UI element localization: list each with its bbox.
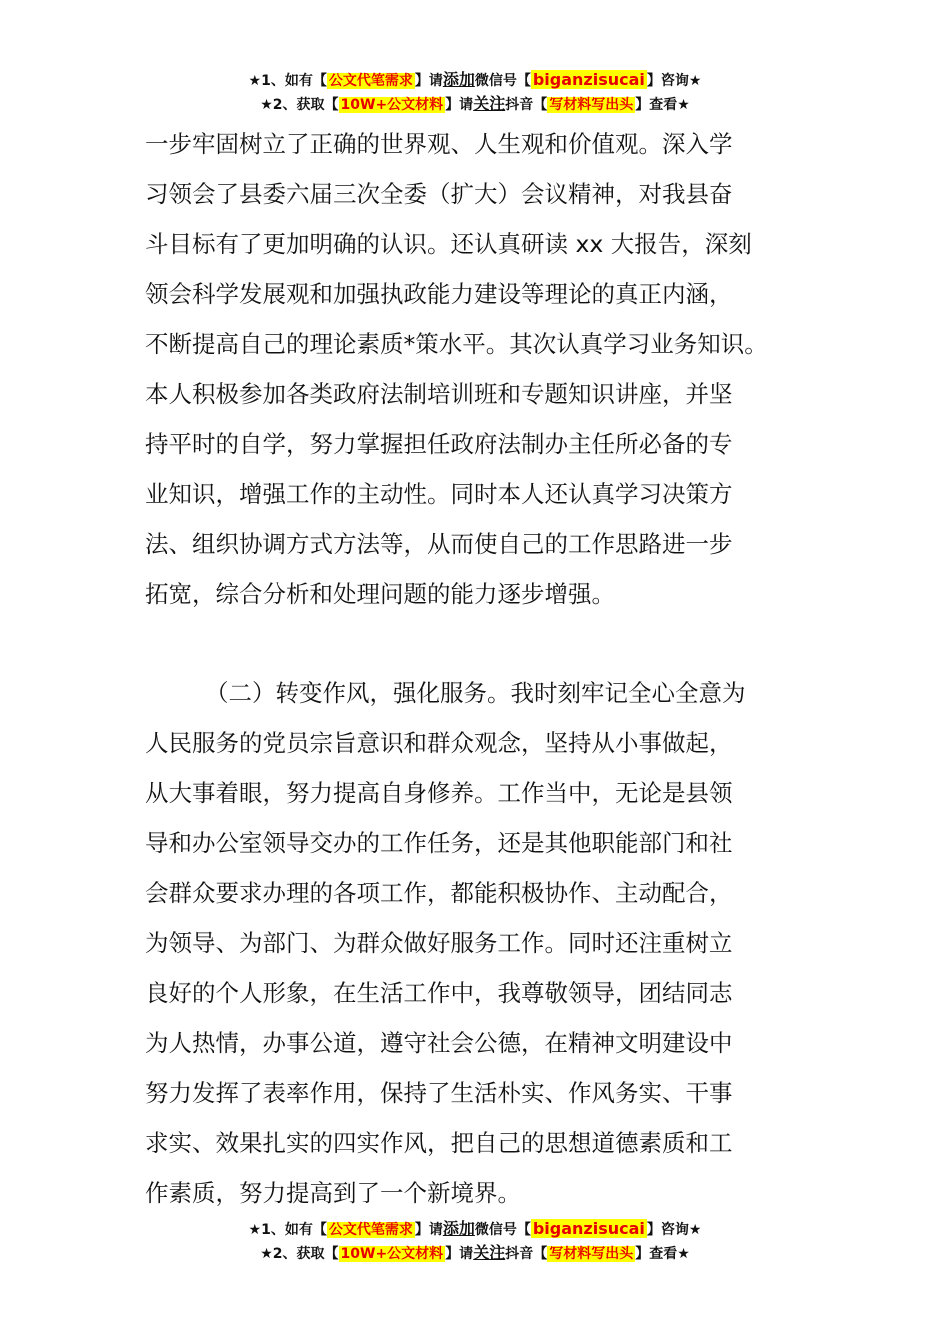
underlined-word: 添加	[442, 1219, 475, 1238]
promo-text: ★2、获取【	[260, 97, 339, 113]
promo-text: 】请	[445, 1246, 474, 1262]
text-line: 作素质，努力提高到了一个新境界。	[145, 1179, 521, 1207]
text-line: 习领会了县委六届三次全委（扩大）会议精神，对我县奋	[145, 180, 733, 208]
promo-banner-top	[0, 68, 950, 116]
promo-line-1	[0, 1217, 950, 1241]
promo-line-1	[0, 68, 950, 92]
text-line: 努力发挥了表率作用，保持了生活朴实、作风务实、干事	[145, 1079, 733, 1107]
promo-text: 】请	[414, 1222, 443, 1238]
highlight-materials: 10W+公文材料	[340, 1246, 444, 1262]
promo-text: 】请	[414, 73, 443, 89]
promo-banner-bottom	[0, 1217, 950, 1265]
underlined-word: 添加	[442, 70, 475, 89]
highlight-wechat-id: biganzisucai	[532, 1219, 645, 1238]
highlight-service: 公文代笔需求	[328, 1222, 413, 1238]
text-line: 持平时的自学，努力掌握担任政府法制办主任所必备的专	[145, 430, 733, 458]
underlined-word: 关注	[473, 94, 506, 113]
text-line: 本人积极参加各类政府法制培训班和专题知识讲座，并坚	[145, 380, 733, 408]
text-line: 领会科学发展观和加强执政能力建设等理论的真正内涵，	[145, 280, 733, 308]
text-line: 为领导、为部门、为群众做好服务工作。同时还注重树立	[145, 929, 733, 957]
text-line: 拓宽，综合分析和处理问题的能力逐步增强。	[145, 580, 615, 608]
promo-text: 】查看★	[635, 97, 690, 113]
text-line: 业知识，增强工作的主动性。同时本人还认真学习决策方	[145, 480, 733, 508]
text-line: 为人热情，办事公道，遵守社会公德，在精神文明建设中	[145, 1029, 733, 1057]
promo-line-2	[0, 92, 950, 116]
promo-text: 】咨询★	[646, 73, 702, 89]
text-line: 从大事着眼，努力提高自身修养。工作当中，无论是县领	[145, 779, 733, 807]
text-line: 不断提高自己的理论素质*策水平。其次认真学习业务知识。	[145, 330, 768, 358]
promo-text: ★1、如有【	[248, 73, 327, 89]
highlight-douyin: 写材料写出头	[549, 97, 634, 113]
underlined-word: 关注	[473, 1243, 506, 1262]
text-line: 良好的个人形象，在生活工作中，我尊敬领导，团结同志	[145, 979, 733, 1007]
text-line: 会群众要求办理的各项工作，都能积极协作、主动配合，	[145, 879, 733, 907]
promo-text: 】请	[445, 97, 474, 113]
text-line: 人民服务的党员宗旨意识和群众观念，坚持从小事做起，	[145, 729, 733, 757]
highlight-materials: 10W+公文材料	[340, 97, 444, 113]
promo-text: 】咨询★	[646, 1222, 702, 1238]
paragraph-1	[145, 119, 825, 619]
text-line: 法、组织协调方式方法等，从而使自己的工作思路进一步	[145, 530, 733, 558]
text-line: 求实、效果扎实的四实作风，把自己的思想道德素质和工	[145, 1129, 733, 1157]
text-line: 导和办公室领导交办的工作任务，还是其他职能部门和社	[145, 829, 733, 857]
promo-text: ★1、如有【	[248, 1222, 327, 1238]
promo-line-2	[0, 1241, 950, 1265]
promo-text: 微信号【	[474, 1222, 531, 1238]
promo-text: 抖音【	[505, 1246, 548, 1262]
text-line: 斗目标有了更加明确的认识。还认真研读 xx 大报告，深刻	[145, 230, 752, 258]
promo-text: 抖音【	[505, 97, 548, 113]
highlight-wechat-id: biganzisucai	[532, 70, 645, 89]
promo-text: 】查看★	[635, 1246, 690, 1262]
highlight-service: 公文代笔需求	[328, 73, 413, 89]
promo-text: 微信号【	[474, 73, 531, 89]
text-line: 一步牢固树立了正确的世界观、人生观和价值观。深入学	[145, 130, 733, 158]
paragraph-2	[145, 668, 825, 1218]
text-line-indented: （二）转变作风，强化服务。我时刻牢记全心全意为	[205, 679, 746, 707]
highlight-douyin: 写材料写出头	[549, 1246, 634, 1262]
promo-text: ★2、获取【	[260, 1246, 339, 1262]
